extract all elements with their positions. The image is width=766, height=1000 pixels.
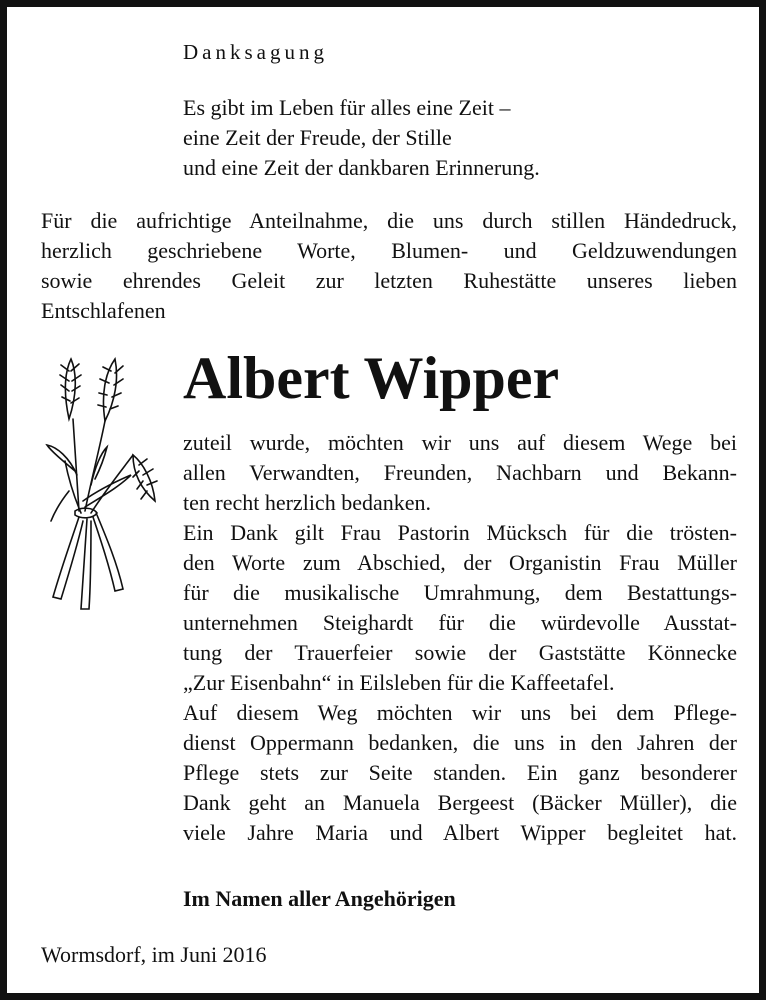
body-line: ten recht herzlich bedanken.	[183, 490, 431, 515]
wheat-sheaf-icon	[35, 351, 165, 619]
intro-line: herzlich geschriebene Worte, Blumen- und Geldzuwendungen	[41, 238, 737, 263]
body-line: den Worte zum Abschied, der Organistin Frau Müller	[183, 550, 737, 575]
poem-line: und eine Zeit der dankbaren Erinnerung.	[183, 155, 540, 180]
signature: Im Namen aller Angehörigen	[183, 886, 456, 911]
body-line: Pflege stets zur Seite standen. Ein ganz besonderer	[183, 760, 737, 785]
body-line: für die musikalische Umrahmung, dem Bestattungs-	[183, 580, 737, 605]
body-line: allen Verwandten, Freunden, Nachbarn und Bekann-	[183, 460, 737, 485]
body-line: tung der Trauerfeier sowie der Gaststätte Könnecke	[183, 640, 737, 665]
intro-line: Entschlafenen	[41, 298, 166, 323]
poem-line: eine Zeit der Freude, der Stille	[183, 125, 452, 150]
body-line: Auf diesem Weg möchten wir uns bei dem Pflege-	[183, 700, 737, 725]
body-line: viele Jahre Maria und Albert Wipper begleitet hat.	[183, 820, 737, 845]
body-line: zuteil wurde, möchten wir uns auf diesem Wege bei	[183, 430, 737, 455]
intro-line: sowie ehrendes Geleit zur letzten Ruhestätte unseres lieben	[41, 268, 737, 293]
place-date: Wormsdorf, im Juni 2016	[41, 942, 267, 967]
body-line: Ein Dank gilt Frau Pastorin Mücksch für die trösten-	[183, 520, 737, 545]
body-line: „Zur Eisenbahn“ in Eilsleben für die Kaffeetafel.	[183, 670, 615, 695]
heading-title: Danksagung	[183, 40, 328, 64]
deceased-name: Albert Wipper	[183, 345, 560, 411]
body-line: unternehmen Steighardt für die würdevolle Ausstat-	[183, 610, 737, 635]
body-line: Dank geht an Manuela Bergeest (Bäcker Müller), die	[183, 790, 737, 815]
body-line: dienst Oppermann bedanken, die uns in den Jahren der	[183, 730, 737, 755]
intro-line: Für die aufrichtige Anteilnahme, die uns durch stillen Händedruck,	[41, 208, 737, 233]
poem-line: Es gibt im Leben für alles eine Zeit –	[183, 95, 511, 120]
